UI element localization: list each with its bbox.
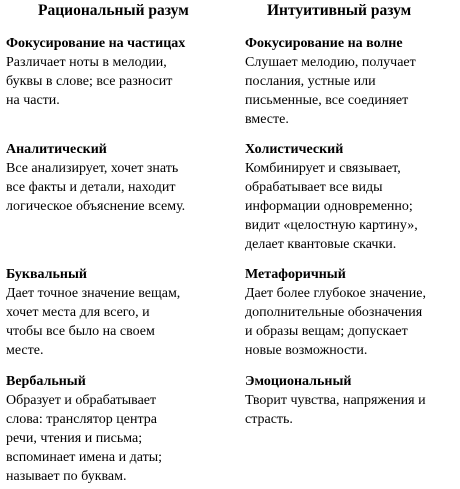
left-block-verbal [6, 372, 226, 486]
right-block-metaphoric [245, 265, 460, 360]
block-title: Эмоциональный [245, 374, 352, 389]
left-block-literal [6, 265, 226, 360]
right-block-emotional [245, 372, 460, 429]
block-text: Творит чувства, напряжения и страсть. [245, 393, 426, 427]
block-title: Фокусирование на волне [245, 36, 403, 51]
block-title: Метафоричный [245, 267, 346, 282]
block-text: Различает ноты в мелодии, буквы в слове; все разносит на части. [6, 55, 173, 108]
right-block-wave [245, 34, 460, 129]
right-column-header: Интуитивный разум [267, 2, 412, 19]
block-title: Буквальный [6, 267, 87, 282]
block-text: Образует и обрабатывает слова: транслятор центра речи, чтения и письма; вспоминает имена и даты; называет по буквам. [6, 393, 163, 484]
block-text: Слушает мелодию, получает послания, устные или письменные, все соединяет вместе. [245, 55, 416, 127]
right-block-holistic [245, 140, 460, 254]
block-text: Все анализирует, хочет знать все факты и детали, находит логическое объяснение всему. [6, 161, 186, 214]
left-block-particles [6, 34, 226, 110]
block-title: Фокусирование на частицах [6, 36, 186, 51]
block-text: Дает более глубокое значение, дополнительные обозначения и образы вещам; допускает новые возможности. [245, 286, 427, 358]
block-text: Комбинирует и связывает, обрабатывает все виды информации одновременно; видит «целостную картину», делает квантовые скачки. [245, 161, 418, 252]
left-block-analytic [6, 140, 226, 216]
block-title: Холистический [245, 142, 344, 157]
block-title: Аналитический [6, 142, 107, 157]
left-column-header: Рациональный разум [38, 2, 189, 19]
block-text: Дает точное значение вещам, хочет места для всего, и чтобы все было на своем месте. [6, 286, 181, 358]
block-title: Вербальный [6, 374, 86, 389]
